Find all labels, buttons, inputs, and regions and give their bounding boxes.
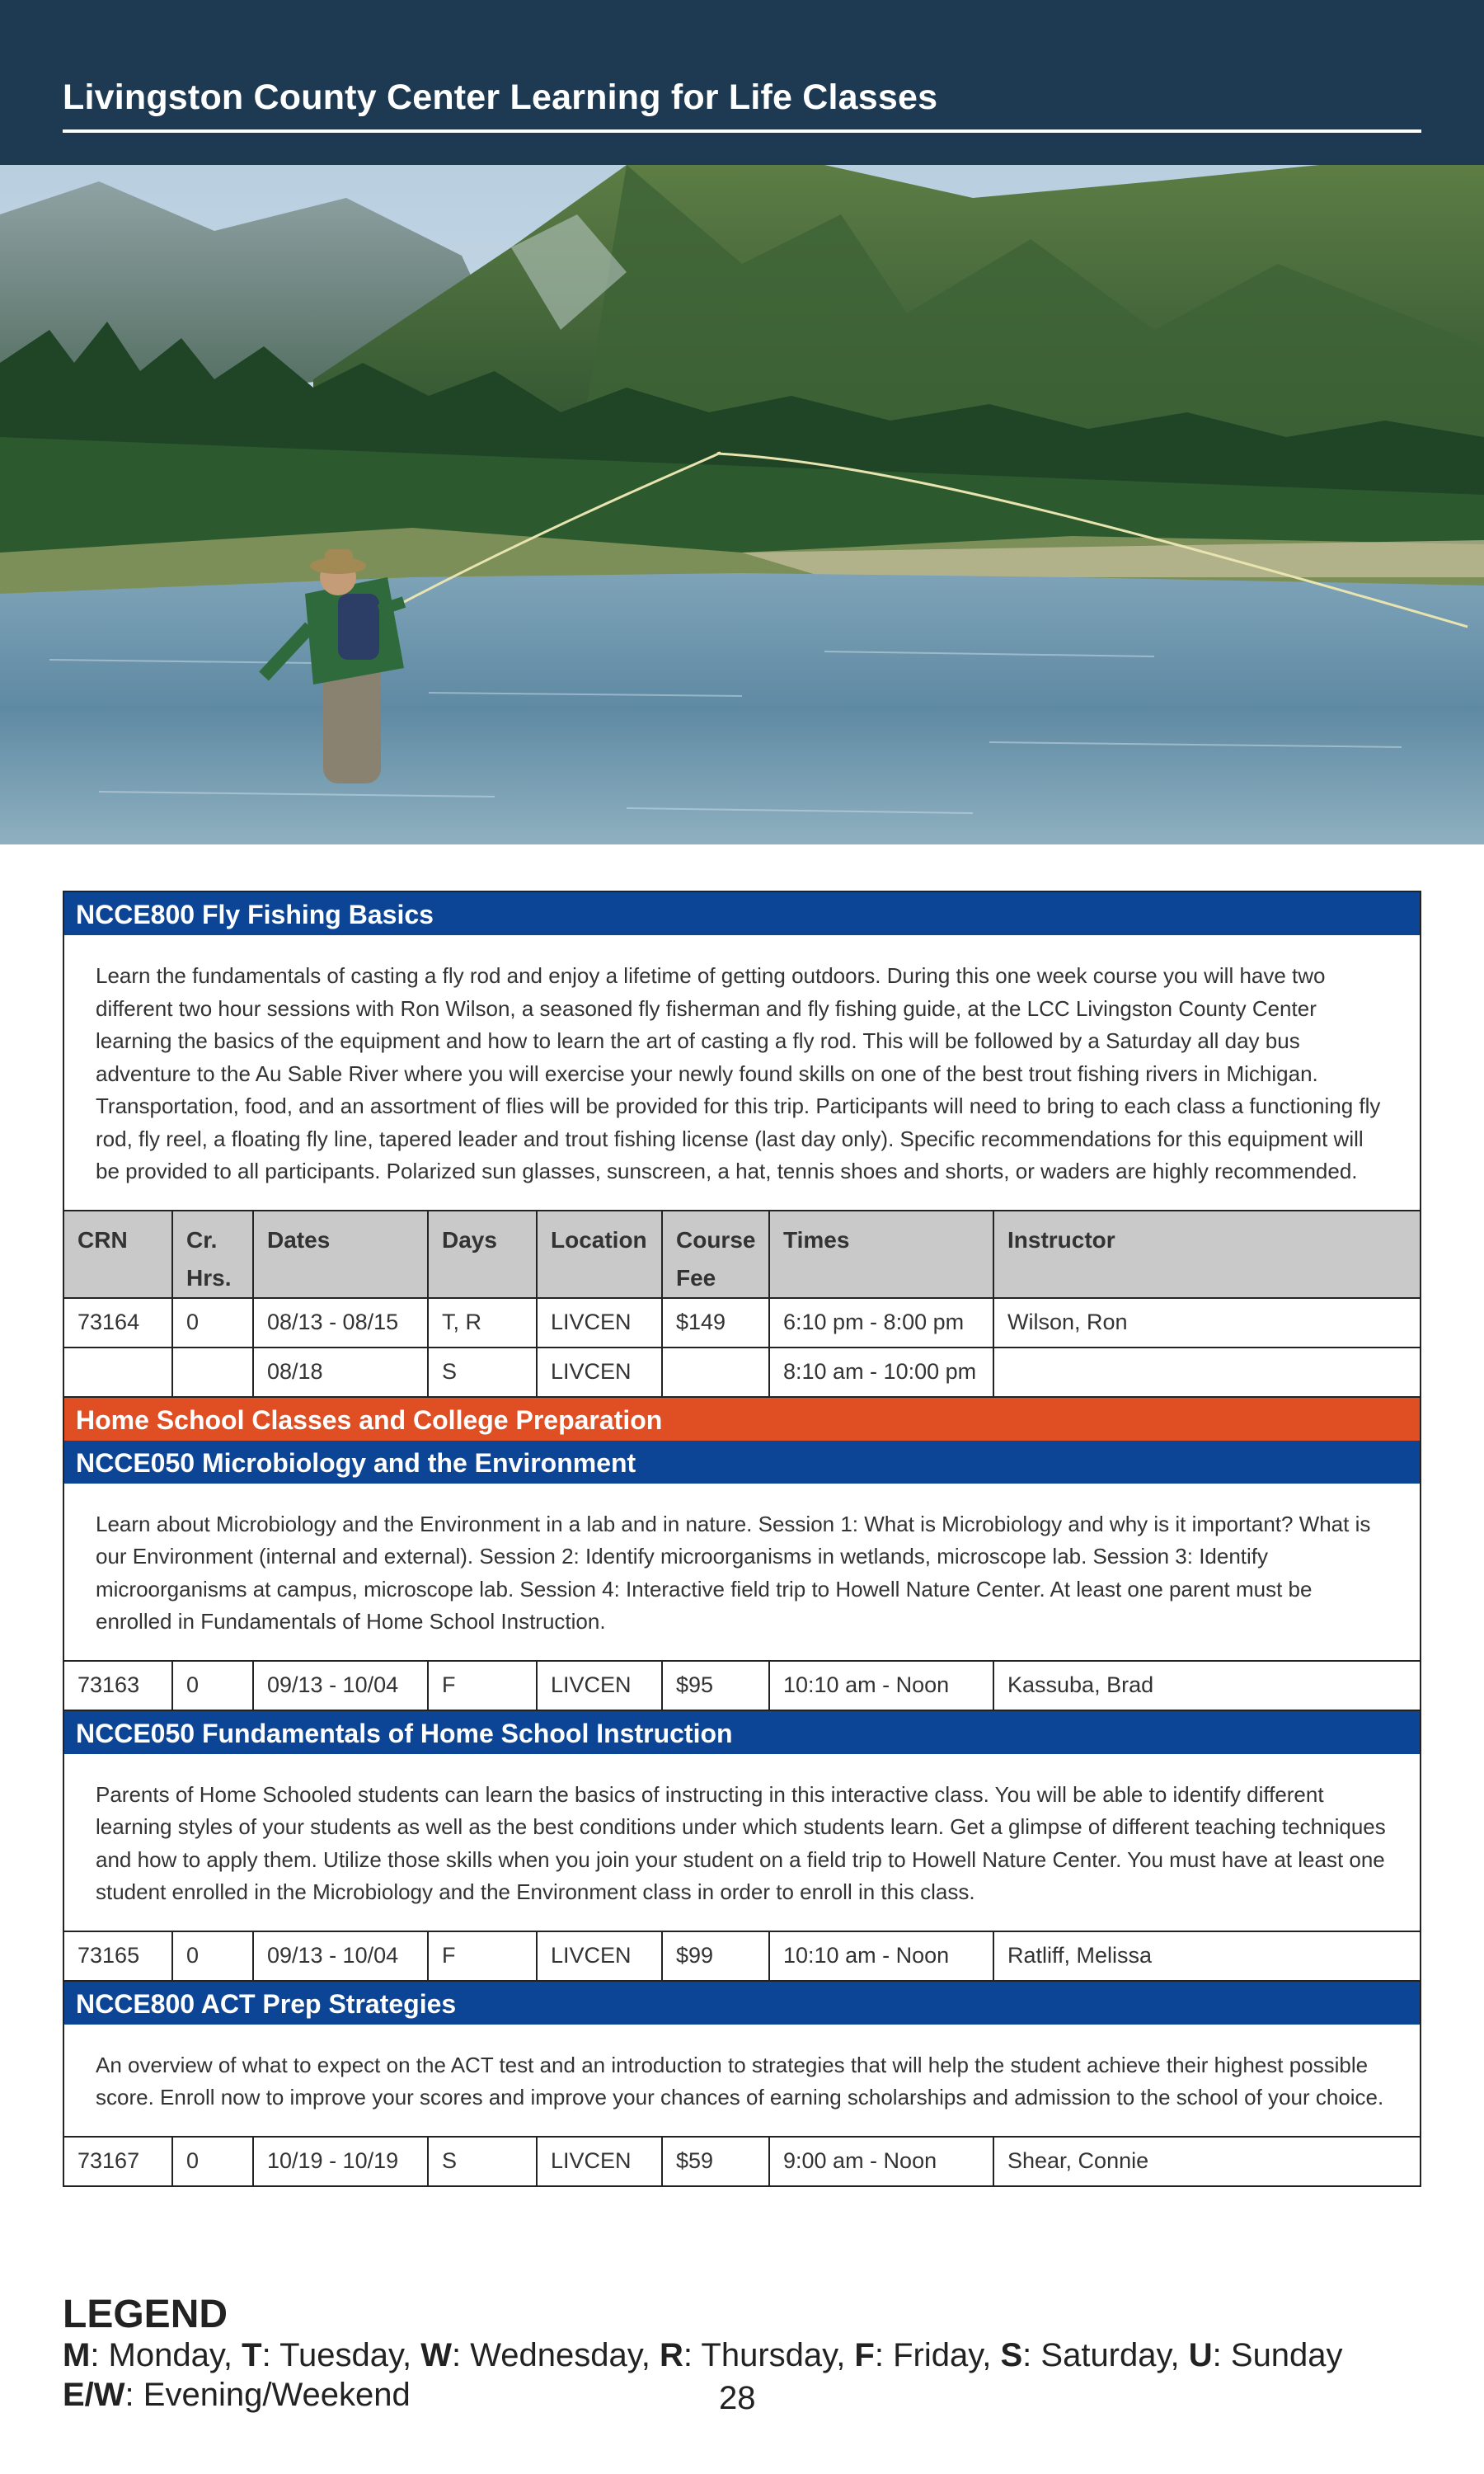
cell-instructor: Kassuba, Brad [1007, 1672, 1154, 1697]
cell-fee: $95 [663, 1662, 770, 1710]
cell-dates: 09/13 - 10/04 [254, 1932, 429, 1980]
description-text: An overview of what to expect on the ACT test and an introduction to strategies that will help the student achieve their highest possible score. Enroll now to improve your scores and improve your chances of earning scholarships and admission to the school of your choice. [96, 2052, 1384, 2109]
cell-dates: 09/13 - 10/04 [254, 1662, 429, 1710]
legend-key-m: M [63, 2337, 91, 2373]
page-title: Livingston County Center Learning for Life Classes [63, 78, 938, 117]
cell-instructor: Ratliff, Melissa [1007, 1943, 1153, 1968]
legend-val-m: : Monday, [90, 2337, 242, 2373]
legend-days-line [63, 2335, 1421, 2375]
course-title-home-school-instruction: NCCE050 Fundamentals of Home School Instruction [64, 1711, 1420, 1754]
cell-fee [663, 1348, 770, 1396]
legend-val-r: : Thursday, [683, 2337, 855, 2373]
col-header-location: Location [538, 1211, 663, 1297]
classes-table [63, 891, 1421, 2187]
cell-location: LIVCEN [538, 1299, 663, 1347]
col-header-crn: CRN [64, 1211, 173, 1297]
table-header-row [64, 1211, 1420, 1299]
course-title-fly-fishing: NCCE800 Fly Fishing Basics [64, 892, 1420, 935]
cell-fee: $149 [663, 1299, 770, 1347]
cell-crn: 73164 [64, 1299, 173, 1347]
cell-location: LIVCEN [538, 1932, 663, 1980]
course-description-fly-fishing [64, 935, 1420, 1211]
legend-key-f: F [854, 2337, 875, 2373]
cell-fee: $99 [663, 1932, 770, 1980]
cell-fee: $59 [663, 2138, 770, 2185]
cell-days: T, R [429, 1299, 538, 1347]
table-row [64, 1662, 1420, 1711]
course-description-microbiology [64, 1484, 1420, 1662]
cell-times: 10:10 am - Noon [770, 1662, 994, 1710]
cell-instructor: Shear, Connie [1007, 2148, 1149, 2173]
cell-location: LIVCEN [538, 2138, 663, 2185]
cell-cr-hrs: 0 [173, 1662, 254, 1710]
table-row [64, 1348, 1420, 1398]
table-row [64, 1299, 1420, 1348]
cell-location: LIVCEN [538, 1662, 663, 1710]
description-text: Parents of Home Schooled students can learn the basics of instructing in this interactive class. You will be able to identify different learning styles of your students as well as the best conditions under which students learn. Get a glimpse of different teaching techniques and how to apply them. Utilize those skills when you join your student on a field trip to Howell Nature Center. You must have at least one student enrolled in the Microbiology and the Environment class in order to enroll in this class. [96, 1781, 1386, 1904]
course-description-act-prep [64, 2025, 1420, 2138]
page-number: 28 [719, 2380, 756, 2416]
col-header-course-fee: Course Fee [663, 1211, 770, 1297]
cell-days: F [429, 1662, 538, 1710]
cell-crn [64, 1348, 173, 1396]
legend-key-u: U [1188, 2337, 1213, 2373]
cell-cr-hrs: 0 [173, 1932, 254, 1980]
legend-key-r: R [660, 2337, 683, 2373]
cell-times: 9:00 am - Noon [770, 2138, 994, 2185]
cell-times: 8:10 am - 10:00 pm [770, 1348, 994, 1396]
cell-crn: 73167 [64, 2138, 173, 2185]
legend-val-w: : Wednesday, [452, 2337, 660, 2373]
cell-times: 6:10 pm - 8:00 pm [770, 1299, 994, 1347]
cell-days: F [429, 1932, 538, 1980]
legend-key-s: S [1000, 2337, 1023, 2373]
legend-val-ew: : Evening/Weekend [124, 2377, 411, 2413]
cell-dates: 08/18 [254, 1348, 429, 1396]
cell-dates: 10/19 - 10/19 [254, 2138, 429, 2185]
cell-location: LIVCEN [538, 1348, 663, 1396]
legend-val-u: : Sunday [1212, 2337, 1343, 2373]
description-text: Learn the fundamentals of casting a fly rod and enjoy a lifetime of getting outdoors. During this one week course you will have two different two hour sessions with Ron Wilson, a seasoned fly fisherman and fly fishing guide, at the LCC Livingston County Center learning the basics of the equipment and how to learn the art of casting a fly rod. This will be followed by a Saturday all day bus adventure to the Au Sable River where you will exercise your newly found skills on one of the best trout fishing rivers in Michigan. Transportation, food, and an assortment of flies will be provided for this trip. Participants will need to bring to each class a functioning fly rod, fly reel, a floating fly line, tapered leader and trout fishing license (last day only). Specific recommendations for this equipment will be provided to all participants. Polarized sun glasses, sunscreen, a hat, tennis shoes and shorts, or waders are highly recommended. [96, 963, 1381, 1183]
course-title-microbiology: NCCE050 Microbiology and the Environment [64, 1441, 1420, 1484]
cell-dates: 08/13 - 08/15 [254, 1299, 429, 1347]
legend-val-t: : Tuesday, [261, 2337, 421, 2373]
cell-cr-hrs: 0 [173, 2138, 254, 2185]
cell-instructor [994, 1348, 1420, 1396]
col-header-instructor: Instructor [1007, 1226, 1115, 1253]
hero-photo-fly-fisherman [0, 165, 1484, 844]
description-text: Learn about Microbiology and the Environment in a lab and in nature. Session 1: What is Microbiology and why is it important? What is our Environment (internal and external). Session 2: Identify microorganisms in wetlands, microscope lab. Session 3: Identify microorganisms at campus, microscope lab. Session 4: Interactive field trip to Howell Nature Center. At least one parent must be enrolled in Fundamentals of Home School Instruction. [96, 1511, 1371, 1634]
legend-val-f: : Friday, [874, 2337, 1001, 2373]
legend-val-s: : Saturday, [1022, 2337, 1189, 2373]
course-title-act-prep: NCCE800 ACT Prep Strategies [64, 1982, 1420, 2025]
cell-crn: 73165 [64, 1932, 173, 1980]
cell-cr-hrs [173, 1348, 254, 1396]
col-header-times: Times [770, 1211, 994, 1297]
cell-cr-hrs: 0 [173, 1299, 254, 1347]
cell-days: S [429, 2138, 538, 2185]
col-header-cr-hrs: Cr. Hrs. [173, 1211, 254, 1297]
header-divider [63, 129, 1421, 133]
col-header-days: Days [429, 1211, 538, 1297]
table-row [64, 2138, 1420, 2185]
course-description-home-school-instruction [64, 1754, 1420, 1932]
cell-days: S [429, 1348, 538, 1396]
cell-crn: 73163 [64, 1662, 173, 1710]
legend-key-t: T [242, 2337, 262, 2373]
page-header [0, 0, 1484, 165]
section-header-home-school: Home School Classes and College Preparation [64, 1398, 1420, 1441]
legend-title: LEGEND [63, 2293, 228, 2336]
legend-key-w: W [420, 2337, 453, 2373]
table-row [64, 1932, 1420, 1982]
col-header-dates: Dates [254, 1211, 429, 1297]
cell-instructor: Wilson, Ron [1007, 1310, 1128, 1334]
cell-times: 10:10 am - Noon [770, 1932, 994, 1980]
legend-key-ew: E/W [63, 2377, 125, 2413]
